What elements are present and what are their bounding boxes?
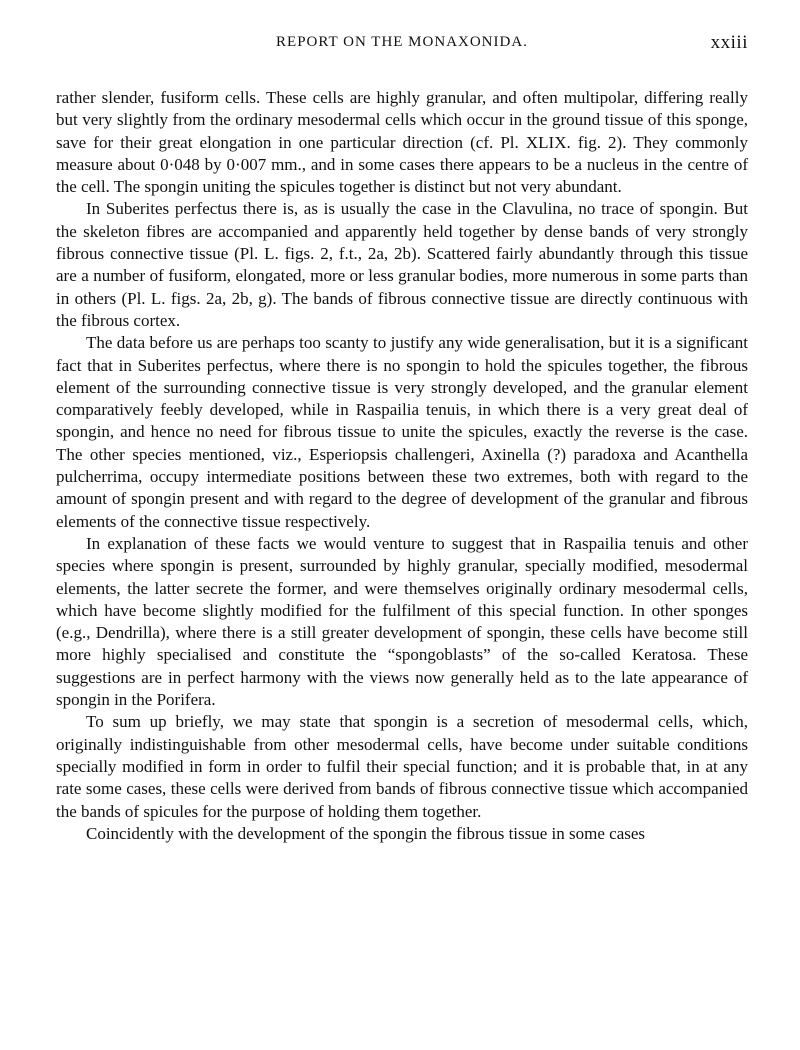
- paragraph-coincidently: Coincidently with the development of the spongin the fibrous tissue in some cases: [86, 823, 646, 843]
- paragraph-suberites-perfectus: In Suberites perfectus there is, as is usually the case in the Clavulina, no trace of spongin. But the skeleton fibres are accompanied and apparently held together by dense bands of very strongly fibrous connective tissue (Pl. L. figs. 2, f.t., 2a, 2b). Scattered fairly abundantly through this tissue are a number of fusiform, elongated, more or less granular bodies, more numerous in some parts than in others (Pl. L. figs. 2a, 2b, g). The bands of fibrous connective tissue are directly continuous with the fibrous cortex.: [56, 199, 748, 330]
- paragraph-summary: To sum up briefly, we may state that spongin is a secretion of mesodermal cells, which, originally indistinguishable from other mesodermal cells, have become under suitable conditions specially modified in form in order to fulfil their special function; and it is probable that, in at any rate some cases, these cells were derived from bands of fibrous connective tissue which accompanied the bands of spicules for the purpose of holding them together.: [56, 712, 748, 821]
- running-head: [56, 34, 748, 58]
- page: [56, 34, 748, 845]
- running-title: REPORT ON THE MONAXONIDA.: [276, 34, 528, 50]
- paragraph-continued: rather slender, fusiform cells. These cells are highly granular, and often multipolar, differing really but very slightly from the ordinary mesodermal cells which occur in the ground tissue of this sponge, save for their great elongation in one particular direction (cf. Pl. XLIX. fig. 2). They commonly measure about 0·048 by 0·007 mm., and in some cases there appears to be a nucleus in the centre of the cell. The spongin uniting the spicules together is distinct but not very abundant.: [56, 88, 748, 197]
- page-number: xxiii: [710, 32, 748, 53]
- paragraph-generalisation: The data before us are perhaps too scanty to justify any wide generalisation, but it is a significant fact that in Suberites perfectus, where there is no spongin to hold the spicules together, the fibrous element of the surrounding connective tissue is very strongly developed, and the granular element comparatively feebly developed, while in Raspailia tenuis, in which there is a very great deal of spongin, and hence no need for fibrous tissue to unite the spicules, exactly the reverse is the case. The other species mentioned, viz., Esperiopsis challengeri, Axinella (?) paradoxa and Acanthella pulcherrima, occupy intermediate positions between these two extremes, both with regard to the amount of spongin present and with regard to the degree of development of the granular and fibrous elements of the connective tissue respectively.: [56, 333, 748, 531]
- paragraph-explanation: In explanation of these facts we would venture to suggest that in Raspailia tenuis and other species where spongin is present, surrounded by highly granular, specially modified, mesodermal elements, the latter secrete the former, and were themselves originally ordinary mesodermal cells, which have become slightly modified for the fulfilment of this special function. In other sponges (e.g., Dendrilla), where there is a still greater development of spongin, these cells have become still more highly specialised and constitute the “spongoblasts” of the so-called Keratosa. These suggestions are in perfect harmony with the views now generally held as to the late appearance of spongin in the Porifera.: [56, 533, 748, 710]
- body-text: [56, 87, 748, 845]
